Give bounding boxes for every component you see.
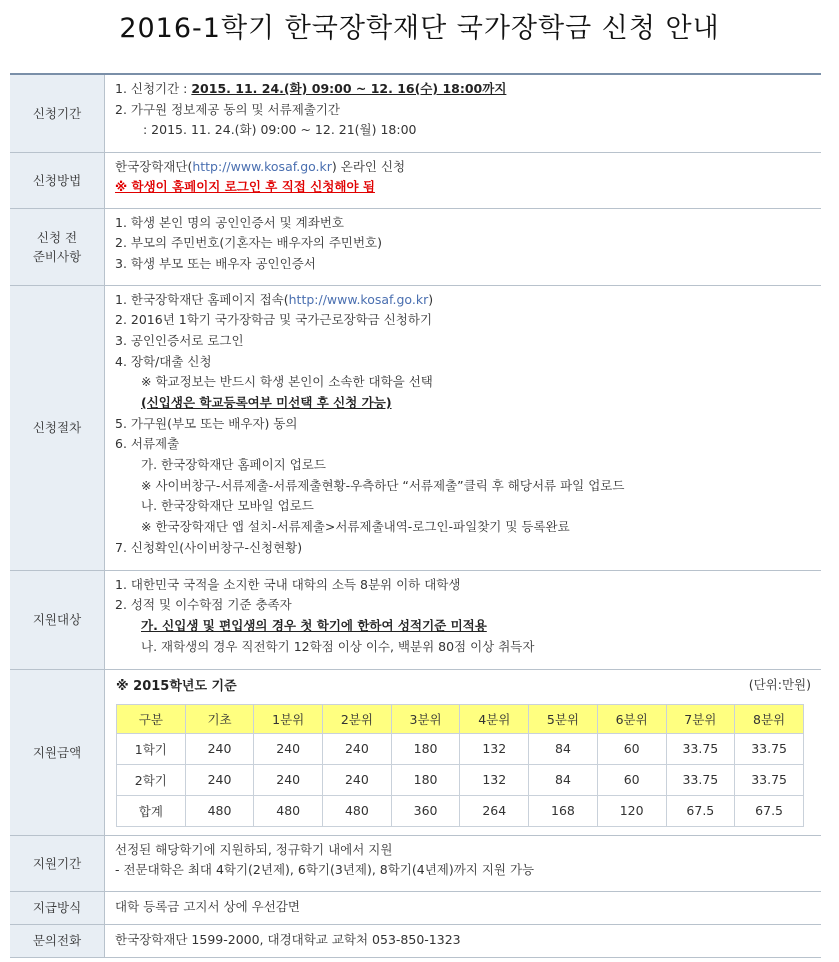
amount-cell: 60 bbox=[597, 733, 666, 764]
row-method bbox=[10, 152, 821, 208]
proc-step-1: 1. 한국장학재단 홈페이지 접속( bbox=[115, 291, 289, 307]
proc-step-4: 4. 장학/대출 신청 bbox=[115, 353, 212, 369]
row-amount bbox=[10, 669, 821, 835]
amount-header-cell: 4분위 bbox=[460, 704, 529, 733]
row-procedure: 신청절차 1. 한국장학재단 홈페이지 접속(http://www.kosaf.go.kr) 2. 2016년 1학기 국가장학금 및 국가근로장학금 신청하기 3. 공인인증서로 로그인 4. 장학/대출 신청 ※ 학교정보는 반드시 학생 본인이 소속한 대학을 선택 (신입생은 학교등록여부 미선택 후 신청 가능) 5. 가구원(부모 또는 배우자) 동의 6. 서류제출 가. 한국장학재단 홈페이지 업로드 ※ 사이버창구-서류제출-서류제출현황-우측하단 “서류제출”클릭 후 해당서류 파일 업로드 나. 한국장학재단 모바일 업로드 ※ 한국장학재단 앱 설치-서류제출>서류제출내역-로그인-파일찾기 및 등록완료 7. 신청확인(사이버창구-신청현황) bbox=[10, 285, 821, 570]
elig-line-4: 나. 재학생의 경우 직전학기 12학점 이상 이수, 백분위 80점 이상 취득자 bbox=[141, 638, 535, 654]
label-method: 신청방법 bbox=[10, 152, 105, 208]
proc-step-6a: 가. 한국장학재단 홈페이지 업로드 bbox=[141, 457, 326, 472]
label-amount: 지원금액 bbox=[10, 669, 105, 835]
amount-cell: 132 bbox=[460, 733, 529, 764]
amount-cell: 120 bbox=[597, 795, 666, 826]
row-contact bbox=[10, 924, 821, 957]
duration-line-2: - 전문대학은 최대 4학기(2년제), 6학기(3년제), 8학기(4년제)까지 지원 가능 bbox=[115, 862, 535, 878]
amount-header-cell: 6분위 bbox=[597, 704, 666, 733]
amount-cell: 67.5 bbox=[666, 795, 735, 826]
prep-item: 1. 학생 본인 명의 공인인증서 및 계좌번호 bbox=[115, 214, 344, 230]
amount-cell: 480 bbox=[323, 795, 392, 826]
row-prep bbox=[10, 208, 821, 285]
amount-header-cell: 기초 bbox=[185, 704, 254, 733]
amount-cell: 2학기 bbox=[117, 764, 186, 795]
amount-header-cell: 3분위 bbox=[391, 704, 460, 733]
row-payment bbox=[10, 891, 821, 924]
info-table bbox=[10, 73, 821, 958]
method-text-a: 한국장학재단( bbox=[115, 158, 193, 174]
label-payment: 지급방식 bbox=[10, 891, 105, 924]
amount-cell: 264 bbox=[460, 795, 529, 826]
amount-header-cell: 7분위 bbox=[666, 704, 735, 733]
kosaf-link[interactable]: http://www.kosaf.go.kr bbox=[192, 158, 332, 174]
contact-text: 한국장학재단 1599-2000, 대경대학교 교학처 053-850-1323 bbox=[115, 932, 461, 948]
amount-cell: 240 bbox=[254, 764, 323, 795]
amount-cell: 33.75 bbox=[666, 733, 735, 764]
amount-cell: 180 bbox=[391, 764, 460, 795]
proc-step-6b: 나. 한국장학재단 모바일 업로드 bbox=[141, 498, 314, 514]
proc-step-6: 6. 서류제출 bbox=[115, 436, 180, 452]
amount-cell: 132 bbox=[460, 764, 529, 795]
label-contact: 문의전화 bbox=[10, 924, 105, 957]
amount-header-cell: 구분 bbox=[117, 704, 186, 733]
amount-cell: 168 bbox=[529, 795, 598, 826]
amount-table bbox=[116, 704, 804, 827]
info-table-wrapper bbox=[10, 73, 821, 958]
amount-cell: 180 bbox=[391, 733, 460, 764]
amount-row-total bbox=[117, 795, 804, 826]
amount-cell: 60 bbox=[597, 764, 666, 795]
label-prep: 신청 전 준비사항 bbox=[10, 208, 105, 285]
amount-cell: 240 bbox=[323, 733, 392, 764]
period-line1-prefix: 1. 신청기간 : bbox=[115, 81, 192, 96]
prep-item: 2. 부모의 주민번호(기혼자는 배우자의 주민번호) bbox=[115, 235, 382, 251]
elig-line-3: 가. 신입생 및 편입생의 경우 첫 학기에 한하여 성적기준 미적용 bbox=[141, 617, 487, 633]
amount-title: ※ 2015학년도 기준 bbox=[116, 678, 237, 694]
amount-header-cell: 1분위 bbox=[254, 704, 323, 733]
payment-text: 대학 등록금 고지서 상에 우선감면 bbox=[115, 899, 300, 915]
amount-cell: 480 bbox=[254, 795, 323, 826]
period-line3: : 2015. 11. 24.(화) 09:00 ~ 12. 21(월) 18:00 bbox=[143, 122, 417, 138]
amount-cell: 240 bbox=[185, 733, 254, 764]
elig-line-2: 2. 성적 및 이수학점 기준 충족자 bbox=[115, 597, 292, 613]
label-procedure: 신청절차 bbox=[10, 285, 105, 570]
amount-header-row bbox=[117, 704, 804, 733]
period-dates: 2015. 11. 24.(화) 09:00 ~ 12. 16(수) 18:00까지 bbox=[191, 81, 507, 96]
amount-cell: 84 bbox=[529, 733, 598, 764]
method-warning: ※ 학생이 홈페이지 로그인 후 직접 신청해야 됨 bbox=[115, 179, 375, 195]
amount-unit: (단위:만원) bbox=[748, 676, 811, 692]
amount-cell: 33.75 bbox=[735, 733, 804, 764]
amount-header-cell: 5분위 bbox=[529, 704, 598, 733]
amount-cell: 240 bbox=[323, 764, 392, 795]
amount-cell: 480 bbox=[185, 795, 254, 826]
amount-cell: 합계 bbox=[117, 795, 186, 826]
amount-cell: 84 bbox=[529, 764, 598, 795]
amount-cell: 67.5 bbox=[735, 795, 804, 826]
amount-cell: 360 bbox=[391, 795, 460, 826]
duration-line-1: 선정된 해당학기에 지원하되, 정규학기 내에서 지원 bbox=[115, 841, 393, 857]
proc-step-2: 2. 2016년 1학기 국가장학금 및 국가근로장학금 신청하기 bbox=[115, 312, 433, 328]
proc-step-6b-note: ※ 한국장학재단 앱 설치-서류제출>서류제출내역-로그인-파일찾기 및 등록완료 bbox=[141, 519, 570, 535]
row-eligibility bbox=[10, 570, 821, 669]
amount-cell: 240 bbox=[185, 764, 254, 795]
page-title: 2016-1학기 한국장학재단 국가장학금 신청 안내 bbox=[119, 13, 720, 44]
proc-step-3: 3. 공인인증서로 로그인 bbox=[115, 332, 244, 348]
amount-cell: 33.75 bbox=[735, 764, 804, 795]
kosaf-link-2[interactable]: http://www.kosaf.go.kr bbox=[288, 291, 429, 307]
amount-header-cell: 8분위 bbox=[735, 704, 804, 733]
amount-cell: 1학기 bbox=[117, 733, 186, 764]
row-period bbox=[10, 74, 821, 152]
label-period: 신청기간 bbox=[10, 74, 105, 152]
period-line2: 2. 가구원 정보제공 동의 및 서류제출기간 bbox=[115, 101, 340, 117]
label-duration: 지원기간 bbox=[10, 835, 105, 891]
row-duration bbox=[10, 835, 821, 891]
proc-step-7: 7. 신청확인(사이버창구-신청현황) bbox=[115, 539, 303, 555]
proc-step-6a-note: ※ 사이버창구-서류제출-서류제출현황-우측하단 “서류제출”클릭 후 해당서류 파일 업로드 bbox=[141, 477, 625, 493]
proc-step-4-note: ※ 학교정보는 반드시 학생 본인이 소속한 대학을 선택 bbox=[141, 374, 433, 390]
proc-step-5: 5. 가구원(부모 또는 배우자) 동의 bbox=[115, 415, 298, 431]
amount-header-cell: 2분위 bbox=[323, 704, 392, 733]
method-text-b: ) 온라인 신청 bbox=[331, 158, 406, 174]
amount-cell: 33.75 bbox=[666, 764, 735, 795]
amount-cell: 240 bbox=[254, 733, 323, 764]
amount-row-sem2 bbox=[117, 764, 804, 795]
prep-item: 3. 학생 부모 또는 배우자 공인인증서 bbox=[115, 255, 316, 271]
elig-line-1: 1. 대한민국 국적을 소지한 국내 대학의 소득 8분위 이하 대학생 bbox=[115, 576, 461, 592]
label-eligibility: 지원대상 bbox=[10, 570, 105, 669]
amount-row-sem1 bbox=[117, 733, 804, 764]
proc-step-4-emph: (신입생은 학교등록여부 미선택 후 신청 가능) bbox=[141, 394, 392, 410]
